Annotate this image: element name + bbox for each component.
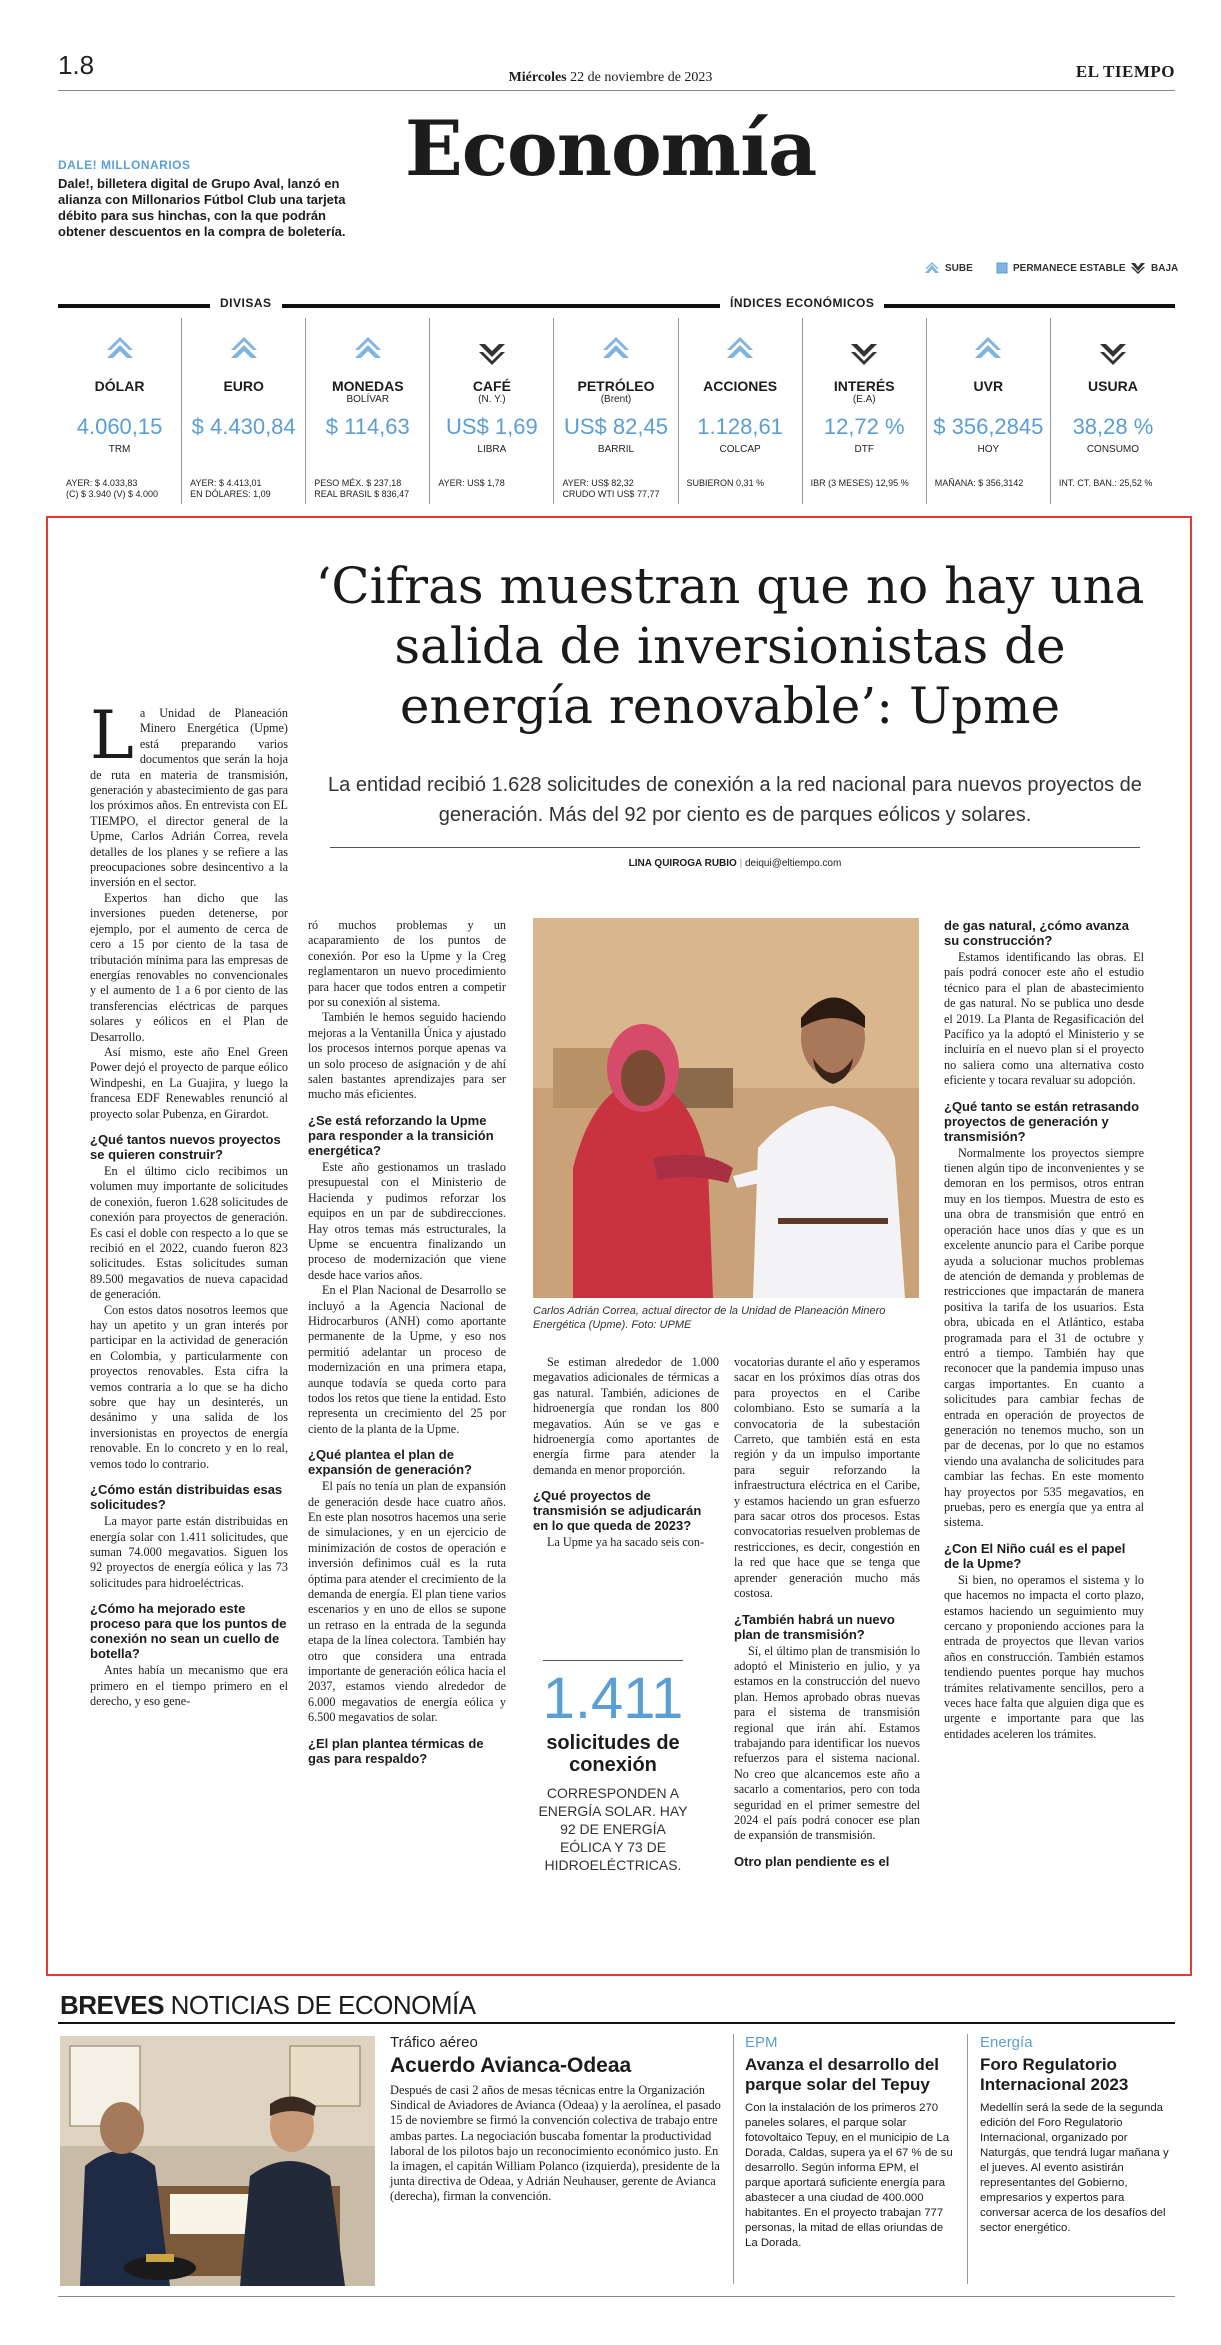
article-column-2: ró muchos problemas y un acaparamiento de los puntos de conexión. Por eso la Upme y la Creg reglamentaron un nuevo procedimiento para hacer que todos entren a competir por su conexión al sistema. También le hemos seguido haciendo mejoras a la Ventanilla Única y ajustado los procesos internos porque apenas va un solo proceso de asignación y de ahí salen bastantes aprendizajes para ser mucho más eficientes. ¿Se está reforzando la Upme para responder a la transición energética? Este año gestionamos un traslado presupuestal con el Ministerio de Hacienda y pudimos reforzar los equipos en un par de subdirecciones. Hay otros temas más estructurales, la Upme se encuentra finalizando un proceso de modernización que viene desde hace varios años. En el Plan Nacional de Desarrollo se incluyó a la Agencia Nacional de Hidrocarburos (ANH) como aportante permanente de la Upme, y eso nos permitió adelantar un proceso de modernización en una primera etapa, aunque todavía se queda corto para todos los retos que tiene la entidad. Esto representa un crecimiento del 25 por ciento de la planta de la Upme. ¿Qué plantea el plan de expansión de generación? El país no tenía un plan de expansión de generación desde hace cuatro años. En este plan nosotros hacemos una serie de simulaciones, y en un ejercicio de minimización de costos de operación e inversión definimos cuál es la ruta óptima para atender el crecimiento de la demanda de energía. El plan tiene varios escenarios y en uno de ellos se supone un retraso en la entrada de la segunda etapa de la línea colectora. También hay otro que considera una entrada importante de generación eólica hacia el 2037, estamos viendo alrededor de 6.000 megavatios de energía eólica y 6.500 megavatios de solar. ¿El plan plantea térmicas de gas para respaldo? xyxy=(308,918,506,1766)
question-heading: ¿Qué tanto se están retrasando proyectos de generación y transmisión? xyxy=(944,1098,1140,1144)
indicator-petróleo xyxy=(554,318,678,504)
indicator-unit: DTF xyxy=(854,444,874,455)
breve-body: Después de casi 2 años de mesas técnicas entre la Organización Sindical de Aviadores de Avianca (Odeaa) y la aerolínea, el pasado 15 de noviembre se firmó la convención colectiva de trabajo entre ambas partes. La negociación buscaba fomentar la productividad laboral de los pilotos bajo un reconocimiento económico justo. En la imagen, el capitán William Polanco (izquierda), presidente de la junta directiva de Odeaa, y Adrián Neuhauser, gerente de Avianca (derecha), firman la convención. xyxy=(390,2083,721,2204)
photo-caption: Carlos Adrián Correa, actual director de la Unidad de Planeación Minero Energética (Upme). Foto: UPME xyxy=(533,1305,886,1331)
byline: LINA QUIROGA RUBIO | deiqui@eltiempo.com xyxy=(628,858,842,869)
stat-callout xyxy=(533,1660,693,1874)
indicator-footnote: IBR (3 MESES) 12,95 % xyxy=(810,478,909,488)
indicator-name: USURA xyxy=(1088,378,1138,394)
indicator-unit: HOY xyxy=(977,444,1000,455)
indicator-unit: TRM xyxy=(108,444,131,455)
question-heading: ¿Qué tantos nuevos proyectos se quieren construir? xyxy=(90,1131,281,1162)
indicator-subtitle: BOLÍVAR xyxy=(346,394,390,405)
indicator-value: 38,28 % xyxy=(1072,414,1154,439)
question-heading: ¿Se está reforzando la Upme para responder a la transición energética? xyxy=(308,1112,494,1158)
up-arrow-icon xyxy=(601,336,631,370)
indicator-footnote: SUBIERON 0,31 % xyxy=(686,478,765,488)
indicator-footnote: AYER: US$ 1,78 xyxy=(438,478,505,488)
indicator-name: CAFÉ xyxy=(472,378,511,394)
author-email[interactable]: deiqui@eltiempo.com xyxy=(745,858,842,869)
indicator-footnote: PESO MÉX. $ 237,18 REAL BRASIL $ 836,47 xyxy=(314,478,410,499)
up-arrow-icon xyxy=(353,336,383,370)
author-name: LINA QUIROGA RUBIO xyxy=(628,858,737,869)
header-divider xyxy=(58,90,1175,91)
question-heading: ¿Qué plantea el plan de expansión de generación? xyxy=(308,1447,472,1478)
indicator-dólar xyxy=(58,318,182,504)
indicator-name: EURO xyxy=(223,378,264,394)
indicator-name: MONEDAS xyxy=(331,378,404,394)
byline-divider xyxy=(330,847,1140,848)
breve-kicker: Energía xyxy=(980,2034,1033,2051)
question-heading: ¿Qué proyectos de transmisión se adjudicarán en lo que queda de 2023? xyxy=(533,1488,702,1534)
down-arrow-icon xyxy=(477,336,507,370)
legend-down: BAJA xyxy=(1130,262,1178,274)
page-number: 1.8 xyxy=(58,50,95,80)
indicator-name: ACCIONES xyxy=(703,378,778,394)
question-heading: ¿El plan plantea térmicas de gas para respaldo? xyxy=(308,1735,484,1766)
stat-label: solicitudes de conexión xyxy=(546,1732,680,1776)
indicator-value: $ 4.430,84 xyxy=(191,414,296,439)
newspaper-brand: EL TIEMPO xyxy=(1075,62,1175,81)
indicator-unit: BARRIL xyxy=(597,444,635,455)
side-brief-text: Dale!, billetera digital de Grupo Aval, lanzó en alianza con Millonarios Fútbol Club una tarjeta débito para sus hinchas, con la que podrán obtener descuentos en la compra de boletería. xyxy=(58,176,346,239)
date-line xyxy=(0,70,1221,86)
down-arrow-icon xyxy=(1130,262,1146,274)
footer-divider xyxy=(58,2296,1175,2297)
indicator-value: 12,72 % xyxy=(823,414,905,439)
date-day: Miércoles xyxy=(508,70,567,85)
indicator-footnote: AYER: $ 4.033,83 (C) $ 3.940 (V) $ 4.000 xyxy=(66,478,159,499)
legend-stable: PERMANECE ESTABLE xyxy=(996,262,1126,274)
indicator-footnote: INT. CT. BAN.: 25,52 % xyxy=(1058,478,1153,488)
drop-cap: L xyxy=(90,697,134,774)
breve-kicker: EPM xyxy=(745,2034,778,2051)
stat-description: CORRESPONDEN A ENERGÍA SOLAR. HAY 92 DE ENERGÍA EÓLICA Y 73 DE HIDROELÉCTRICAS. xyxy=(538,1785,688,1873)
indicator-name: UVR xyxy=(973,378,1004,394)
legend-up: SUBE xyxy=(924,262,973,274)
indicator-uvr xyxy=(927,318,1051,504)
breve-title: Foro Regulatorio Internacional 2023 xyxy=(980,2055,1129,2094)
breve-title: Avanza el desarrollo del parque solar del Tepuy xyxy=(745,2055,939,2094)
breve-body: Con la instalación de los primeros 270 paneles solares, el parque solar fotovoltaico Tepuy, en el municipio de La Dorada, Caldas, supera ya el 67 % de su desarrollo. Según informa EPM, el parque aportará suficiente energía para abastecer a una ciudad de 400.000 habitantes. En el proyecto trabajan 777 personas, la mitad de ellas oriundas de La Dorada. xyxy=(745,2102,953,2249)
indicator-name: PETRÓLEO xyxy=(577,378,655,394)
breve-body: Medellín será la sede de la segunda edición del Foro Regulatorio Internacional, organizado por Naturgás, que tendrá lugar mañana y el jueves. Al evento asistirán representantes del Gobierno, empresarios y expertos para conversar acerca de los desafíos del sector energético. xyxy=(980,2102,1169,2234)
stat-divider xyxy=(543,1660,683,1661)
indicator-unit: LIBRA xyxy=(477,444,507,455)
indicator-value: 1.128,61 xyxy=(697,414,783,439)
question-heading: ¿Con El Niño cuál es el papel de la Upme? xyxy=(944,1540,1126,1571)
indicator-subtitle: (E.A) xyxy=(852,394,876,405)
indicator-unit: CONSUMO xyxy=(1086,444,1140,455)
date-rest: 22 de noviembre de 2023 xyxy=(570,70,713,85)
breve-separator xyxy=(967,2034,968,2284)
indicator-usura xyxy=(1051,318,1175,504)
indicator-monedas xyxy=(306,318,430,504)
indicator-value: US$ 1,69 xyxy=(446,414,538,439)
down-arrow-icon xyxy=(849,336,879,370)
breve-title: Acuerdo Avianca-Odeaa xyxy=(390,2054,632,2077)
article-column-1: La Unidad de Planeación Minero Energética (Upme) está preparando varios documentos que serán la hoja de ruta en materia de transmisión, generación y abastecimiento de gas para los próximos años. En entrevista con EL TIEMPO, el director general de la Upme, Carlos Adrián Correa, revela detalles de los planes y se refiere a las preocupaciones sobre desincentivo a la inversión en el sector. Expertos han dicho que las inversiones pueden detenerse, por ejemplo, por el aumento de cerca de cero a 15 por ciento de la tasa de tributación mínima para las empresas de energías renovables no convencionales y el aumento de 1 a 6 por ciento de las transferencias eléctricas de parques solares y eólicos en el Plan de Desarrollo. Así mismo, este año Enel Green Power dejó el proyecto de parque eólico Windpeshi, en La Guajira, y luego la francesa EDF Renewables renunció al proyecto solar Pubenza, en Girardot. ¿Qué tantos nuevos proyectos se quieren construir? En el último ciclo recibimos un volumen muy importante de solicitudes de conexión, fueron 1.628 solicitudes de conexión para proyectos de generación. Es casi el doble con respecto a lo que se recibió en el 2022, cuando fueron 823 solicitudes. Estas solicitudes suman 89.500 megavatios de nueva capacidad de generación. Con estos datos nosotros leemos que hay un apetito y un gran interés por participar en la actividad de generación en Colombia, y particularmente con proyectos renovables. Esta cifra la vemos contraria a lo que se ha dicho sobre que hay un desinterés, un desánimo y una salida de los inversionistas en proyectos de energía renovable. En lo concreto y en lo real, vemos todo lo contrario. ¿Cómo están distribuidas esas solicitudes? La mayor parte están distribuidas en energía solar con 1.411 solicitudes, que suman 74.000 megavatios. Siguen los 92 proyectos de energía eólica y las 73 solicitudes para hidroeléctricas. ¿Cómo ha mejorado este proceso para que los puntos de conexión no sean un cuello de botella? Antes había un mecanismo que era primero en el tiempo primero en el derecho, y eso gene- xyxy=(90,697,288,1708)
question-heading: ¿Cómo ha mejorado este proceso para que los puntos de conexión no sean un cuello de botella? xyxy=(90,1601,287,1662)
up-arrow-icon xyxy=(105,336,135,370)
indicator-interés xyxy=(803,318,927,504)
breve-separator xyxy=(733,2034,734,2284)
indicator-subtitle: (Brent) xyxy=(600,394,632,405)
question-heading: ¿También habrá un nuevo plan de transmisión? xyxy=(734,1611,895,1642)
stat-number: 1.411 xyxy=(542,1666,684,1731)
question-heading: ¿Cómo están distribuidas esas solicitudes? xyxy=(90,1482,283,1513)
square-icon xyxy=(996,262,1008,274)
breve-item-1 xyxy=(390,2034,730,2205)
article-deck: La entidad recibió 1.628 solicitudes de conexión a la red nacional para nuevos proyectos de generación. Más del 92 por ciento es de parques eólicos y solares. xyxy=(328,774,1142,826)
photo-illustration xyxy=(533,918,919,1298)
indicator-footnote: MAÑANA: $ 356,3142 xyxy=(934,478,1024,488)
indicator-footnote: AYER: US$ 82,32 CRUDO WTI US$ 77,77 xyxy=(562,478,660,499)
article-column-4: vocatorias durante el año y esperamos sacar en los próximos días otras dos para proyectos en el Caribe colombiano. Esto se sumaría a la convocatoria de la subestación Carreto, que también está en esta región y da un impulso importante para seguir reforzando la infraestructura eléctrica en el Caribe, y estamos haciendo un gran esfuerzo para sacar otros dos procesos. Estas convocatorias resuelven problemas de restricciones, es decir, congestión en la red que hace que se tenga que aprender generación mucho más costosa. ¿También habrá un nuevo plan de transmisión? Sí, el último plan de transmisión lo adoptó el Ministerio en julio, y ya estamos en la construcción del nuevo plan. Hemos aprobado obras nuevas para el sistema de transmisión regional que irán ahí. Estamos trabajando para identificar los nuevos refuerzos para el sistema nacional. No creo que alcancemos este año a sacarlo a comentarios, pero con toda seguridad en el primer semestre del 2024 el país podrá conocer ese plan de expansión de transmisión. Otro plan pendiente es el xyxy=(734,1355,920,1869)
indicator-euro xyxy=(182,318,306,504)
breve-kicker: Tráfico aéreo xyxy=(390,2034,478,2051)
article-column-3: Se estiman alrededor de 1.000 megavatios adicionales de térmicas a gas natural. También, adiciones de hidroenergía que rondan los 800 megavatios. Aún se ve gas e hidroenergía como aportantes de energía firme para atender la demanda en menor proporción. ¿Qué proyectos de transmisión se adjudicarán en lo que queda de 2023? La Upme ya ha sacado seis con- xyxy=(533,1355,719,1550)
divisas-label: DIVISAS xyxy=(210,296,282,310)
section-title: Economía xyxy=(404,104,817,193)
breve-item-3 xyxy=(980,2034,1170,2236)
up-arrow-icon xyxy=(229,336,259,370)
indicator-value: $ 114,63 xyxy=(325,414,410,439)
breves-photo xyxy=(60,2036,375,2286)
up-arrow-icon xyxy=(973,336,1003,370)
indicator-café xyxy=(430,318,554,504)
down-arrow-icon xyxy=(1098,336,1128,370)
question-heading: de gas natural, ¿cómo avanza su construcción? xyxy=(944,918,1129,948)
up-arrow-icon xyxy=(725,336,755,370)
breves-divider xyxy=(58,2022,1175,2024)
indicator-subtitle: (N. Y.) xyxy=(478,394,506,405)
side-brief-kicker: DALE! MILLONARIOS xyxy=(58,158,191,172)
breve-item-2 xyxy=(745,2034,955,2251)
article-column-5: de gas natural, ¿cómo avanza su construcción? Estamos identificando las obras. El país podrá conocer este año el estudio técnico para el plan de abastecimiento de gas natural. No se publica uno desde el 2019. La Planta de Regasificación del Pacífico ya la adoptó el Ministerio y se incluiría en el nuevo plan si el proyecto no saliera como una alternativa costo eficiente y tocara revaluar su adopción. ¿Qué tanto se están retrasando proyectos de generación y transmisión? Normalmente los proyectos siempre tienen algún tipo de inconvenientes y se demoran en los permisos, otros entran muy en los tiempos. Muestra de esto es una obra de transmisión que entró en operación hace unos días y que es un excelente anuncio para el Caribe porque ayuda a solucionar muchos problemas de atención de demanda y problemas de restricciones que impactarán de manera positiva la tarifa de los usuarios. Esta obra, ubicada en el Atlántico, estaba programada para el 31 de octubre y entró a tiempo. También hay que reconocer que la pandemia impuso unas cargas importantes. En cuanto a solicitudes para cambiar fechas de entrada en operación de proyectos de generación no tenemos mucho, son un par de decenas, por lo que no estamos viendo una avalancha de solicitudes para cambiar las fechas. En este momento hay proyectos por 535 megavatios, en pruebas, pero es energía que ya entra al sistema. ¿Con El Niño cuál es el papel de la Upme? Si bien, no operamos el sistema y lo que hacemos no impacta el corto plazo, estamos haciendo un seguimiento muy cercano y proponiendo acciones para la entrada de proyectos que llevan varios años en construcción. También estamos tendiendo puentes porque hay muchos trámites relativamente sencillos, pero a veces hace falta que alguien diga que es urgente e importante para que las entidades aceleren los trámites. xyxy=(944,918,1144,1741)
indices-label: ÍNDICES ECONÓMICOS xyxy=(720,296,884,310)
indicator-acciones xyxy=(679,318,803,504)
indicator-name: DÓLAR xyxy=(94,378,145,394)
indicator-value: 4.060,15 xyxy=(76,414,163,439)
indicator-unit: COLCAP xyxy=(719,444,761,455)
indicator-value: $ 356,2845 xyxy=(933,414,1044,439)
signing-photo-illustration xyxy=(60,2036,375,2286)
indicator-name: INTERÉS xyxy=(833,378,895,394)
indicator-value: US$ 82,45 xyxy=(564,414,668,439)
article-headline: ‘Cifras muestran que no hay una salida de inversionistas de energía renovable’: Upme xyxy=(315,557,1145,735)
question-heading: Otro plan pendiente es el xyxy=(734,1853,890,1869)
breves-title: BREVES NOTICIAS DE ECONOMÍA xyxy=(60,1990,476,2020)
indicator-footnote: AYER: $ 4.413,01 EN DÓLARES: 1,09 xyxy=(190,478,271,499)
article-photo xyxy=(533,918,919,1298)
up-arrow-icon xyxy=(924,262,940,274)
